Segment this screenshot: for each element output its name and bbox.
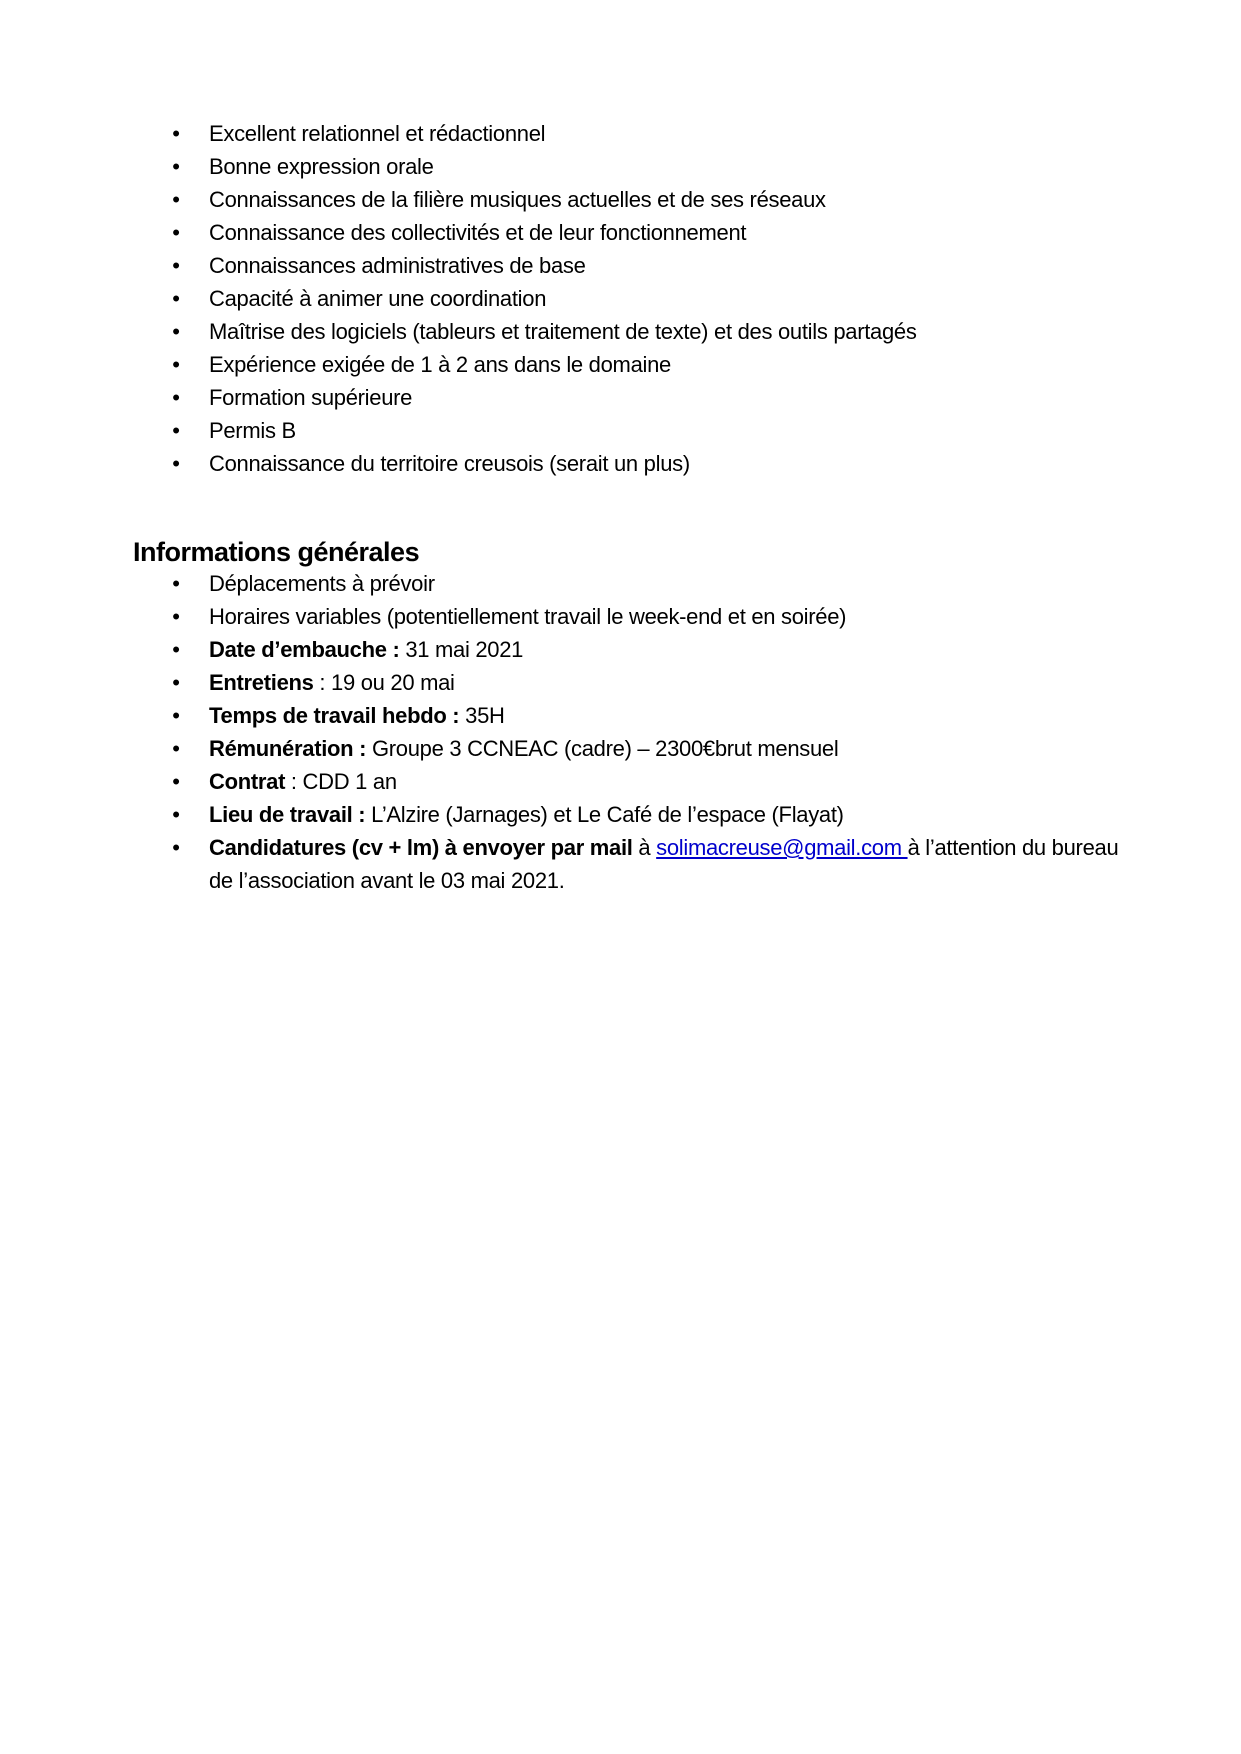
email-link[interactable]: solimacreuse@gmail.com bbox=[656, 835, 908, 860]
list-item bbox=[170, 633, 1130, 666]
bullet-icon: • bbox=[172, 418, 180, 443]
list-item bbox=[170, 567, 1130, 600]
skill-text: Permis B bbox=[209, 418, 296, 443]
info-label-interviews: Entretiens bbox=[209, 670, 314, 695]
skill-text: Formation supérieure bbox=[209, 385, 413, 410]
list-item bbox=[170, 831, 1130, 897]
list-item bbox=[170, 117, 1130, 150]
list-item bbox=[170, 282, 1130, 315]
list-item bbox=[170, 798, 1130, 831]
list-item bbox=[170, 348, 1130, 381]
info-text: Déplacements à prévoir bbox=[209, 571, 435, 596]
bullet-icon: • bbox=[172, 604, 180, 629]
bullet-icon: • bbox=[172, 154, 180, 179]
skill-text: Connaissances administratives de base bbox=[209, 253, 586, 278]
list-item bbox=[170, 381, 1130, 414]
bullet-icon: • bbox=[172, 286, 180, 311]
bullet-icon: • bbox=[172, 769, 180, 794]
skill-text: Bonne expression orale bbox=[209, 154, 434, 179]
info-label-application: Candidatures (cv + lm) à envoyer par mail bbox=[209, 835, 633, 860]
list-item bbox=[170, 249, 1130, 282]
bullet-icon: • bbox=[172, 670, 180, 695]
bullet-icon: • bbox=[172, 352, 180, 377]
section-heading-general-info: Informations générales bbox=[133, 537, 420, 567]
info-text: Horaires variables (potentiellement travail le week-end et en soirée) bbox=[209, 604, 847, 629]
list-item bbox=[170, 183, 1130, 216]
list-item bbox=[170, 216, 1130, 249]
bullet-icon: • bbox=[172, 802, 180, 827]
info-label-contract: Contrat bbox=[209, 769, 286, 794]
info-label-salary: Rémunération : bbox=[209, 736, 367, 761]
info-label-weekly-hours: Temps de travail hebdo : bbox=[209, 703, 460, 728]
skill-text: Connaissance des collectivités et de leur fonctionnement bbox=[209, 220, 747, 245]
application-details: à l’attention du bureau de l’association avant le 03 mai 2021. bbox=[209, 835, 1119, 893]
skill-text: Expérience exigée de 1 à 2 ans dans le domaine bbox=[209, 352, 671, 377]
general-info-list bbox=[170, 567, 1130, 897]
skill-text: Connaissance du territoire creusois (serait un plus) bbox=[209, 451, 690, 476]
info-value-weekly-hours: 35H bbox=[459, 703, 505, 728]
bullet-icon: • bbox=[172, 319, 180, 344]
info-value-contract: : CDD 1 an bbox=[285, 769, 397, 794]
list-item bbox=[170, 600, 1130, 633]
list-item bbox=[170, 447, 1130, 480]
bullet-icon: • bbox=[172, 571, 180, 596]
bullet-icon: • bbox=[172, 703, 180, 728]
list-item bbox=[170, 666, 1130, 699]
bullet-icon: • bbox=[172, 385, 180, 410]
info-label-workplace: Lieu de travail : bbox=[209, 802, 366, 827]
bullet-icon: • bbox=[172, 451, 180, 476]
bullet-icon: • bbox=[172, 637, 180, 662]
list-item bbox=[170, 765, 1130, 798]
bullet-icon: • bbox=[172, 736, 180, 761]
bullet-icon: • bbox=[172, 220, 180, 245]
skill-text: Connaissances de la filière musiques actuelles et de ses réseaux bbox=[209, 187, 826, 212]
list-item bbox=[170, 315, 1130, 348]
info-value-workplace: L’Alzire (Jarnages) et Le Café de l’espace (Flayat) bbox=[365, 802, 844, 827]
bullet-icon: • bbox=[172, 253, 180, 278]
skill-text: Maîtrise des logiciels (tableurs et traitement de texte) et des outils partagés bbox=[209, 319, 917, 344]
application-connector: à bbox=[632, 835, 657, 860]
list-item bbox=[170, 150, 1130, 183]
bullet-icon: • bbox=[172, 835, 180, 860]
info-label-hire-date: Date d’embauche : bbox=[209, 637, 400, 662]
bullet-icon: • bbox=[172, 187, 180, 212]
skill-text: Excellent relationnel et rédactionnel bbox=[209, 121, 546, 146]
list-item bbox=[170, 699, 1130, 732]
info-value-hire-date: 31 mai 2021 bbox=[399, 637, 524, 662]
info-value-salary: Groupe 3 CCNEAC (cadre) – 2300€brut mensuel bbox=[366, 736, 839, 761]
list-item bbox=[170, 732, 1130, 765]
info-value-interviews: : 19 ou 20 mai bbox=[313, 670, 455, 695]
skill-text: Capacité à animer une coordination bbox=[209, 286, 547, 311]
bullet-icon: • bbox=[172, 121, 180, 146]
list-item bbox=[170, 414, 1130, 447]
skills-list bbox=[170, 117, 1130, 480]
